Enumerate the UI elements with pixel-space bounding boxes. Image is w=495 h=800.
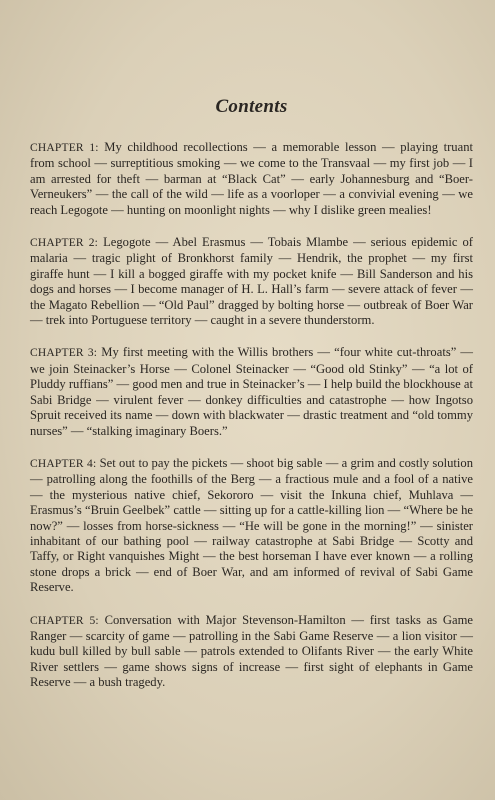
chapter-label: CHAPTER 4: <box>30 457 97 470</box>
chapter-summary: My childhood recollections — a memorable lesson — playing truant from school — surreptitious smoking — we come to the Transvaal — my first job — I am arrested for theft — barman at “Black Cat” — early Johannesburg and “Boer-Verneukers” — the call of the wild — life as a voorloper — a convivial evening — we reach Legogote — hunting on moonlight nights — why I dislike green mealies! <box>30 140 473 217</box>
page-title: Contents <box>215 96 288 117</box>
chapter-entry-2 <box>30 235 473 328</box>
chapter-entry-1 <box>30 140 473 218</box>
chapter-label: CHAPTER 5: <box>30 614 99 627</box>
chapter-label: CHAPTER 2: <box>30 237 99 250</box>
chapter-entry-3 <box>30 345 473 438</box>
chapter-label: CHAPTER 3: <box>30 347 98 360</box>
chapter-entry-5 <box>30 613 473 691</box>
chapter-summary: Legogote — Abel Erasmus — Tobais Mlambe — serious epidemic of malaria — tragic plight of Bronkhorst family — Hendrik, the prophet — my first giraffe hunt — I kill a bogged giraffe with my pocket knife — Bill Sanderson and his dogs and horses — I become manager of H. L. Hall’s farm — severe attack of fever — the Magato Rebellion — “Old Paul” dragged by bolting horse — outbreak of Boer War — trek into Portuguese territory — caught in a severe thunderstorm. <box>30 235 473 328</box>
chapter-label: CHAPTER 1: <box>30 142 99 154</box>
chapter-summary: My first meeting with the Willis brothers — “four white cut-throats” — we join Steinacker’s Horse — Colonel Steinacker — “Good old Stinky” — “a lot of Pluddy ruffians” — good men and true in Steinacker’s — I help build the blockhouse at Sabi Bridge — virulent fever — donkey difficulties and catastrophe — how Ingotso Spruit received its name — down with blackwater — drastic treatment and “old tommy nurses” — “stalking imaginary Boers.” <box>30 345 473 438</box>
chapter-entry-4 <box>30 456 473 596</box>
chapter-summary: Set out to pay the pickets — shoot big sable — a grim and costly solution — patrolling along the foothills of the Berg — a fractious mule and a fool of a native — the mysterious native chief, Sekororo — visit the Inkuna chief, Muhlava — Erasmus’s “Bruin Geelbek” cattle — sitting up for a cattle-killing lion — “Where be he now?” — losses from horse-sickness — “He will be gone in the morning!” — sinister inhabitant of our bathing pool — railway catastrophe at Sabi Bridge — Scotty and Taffy, or Right vanquishes Might — the best horseman I have ever known — a rolling stone drops a brick — end of Boer War, and am informed of revival of Sabi Game Reserve. <box>30 455 473 595</box>
chapter-summary: Conversation with Major Stevenson-Hamilton — first tasks as Game Ranger — scarcity of game — patrolling in the Sabi Game Reserve — a lion visitor — kudu bull killed by bull sable — patrols extended to Olifants River — the early White River settlers — game shows signs of increase — first sight of elephants in Game Reserve — a bush tragedy. <box>30 612 473 690</box>
